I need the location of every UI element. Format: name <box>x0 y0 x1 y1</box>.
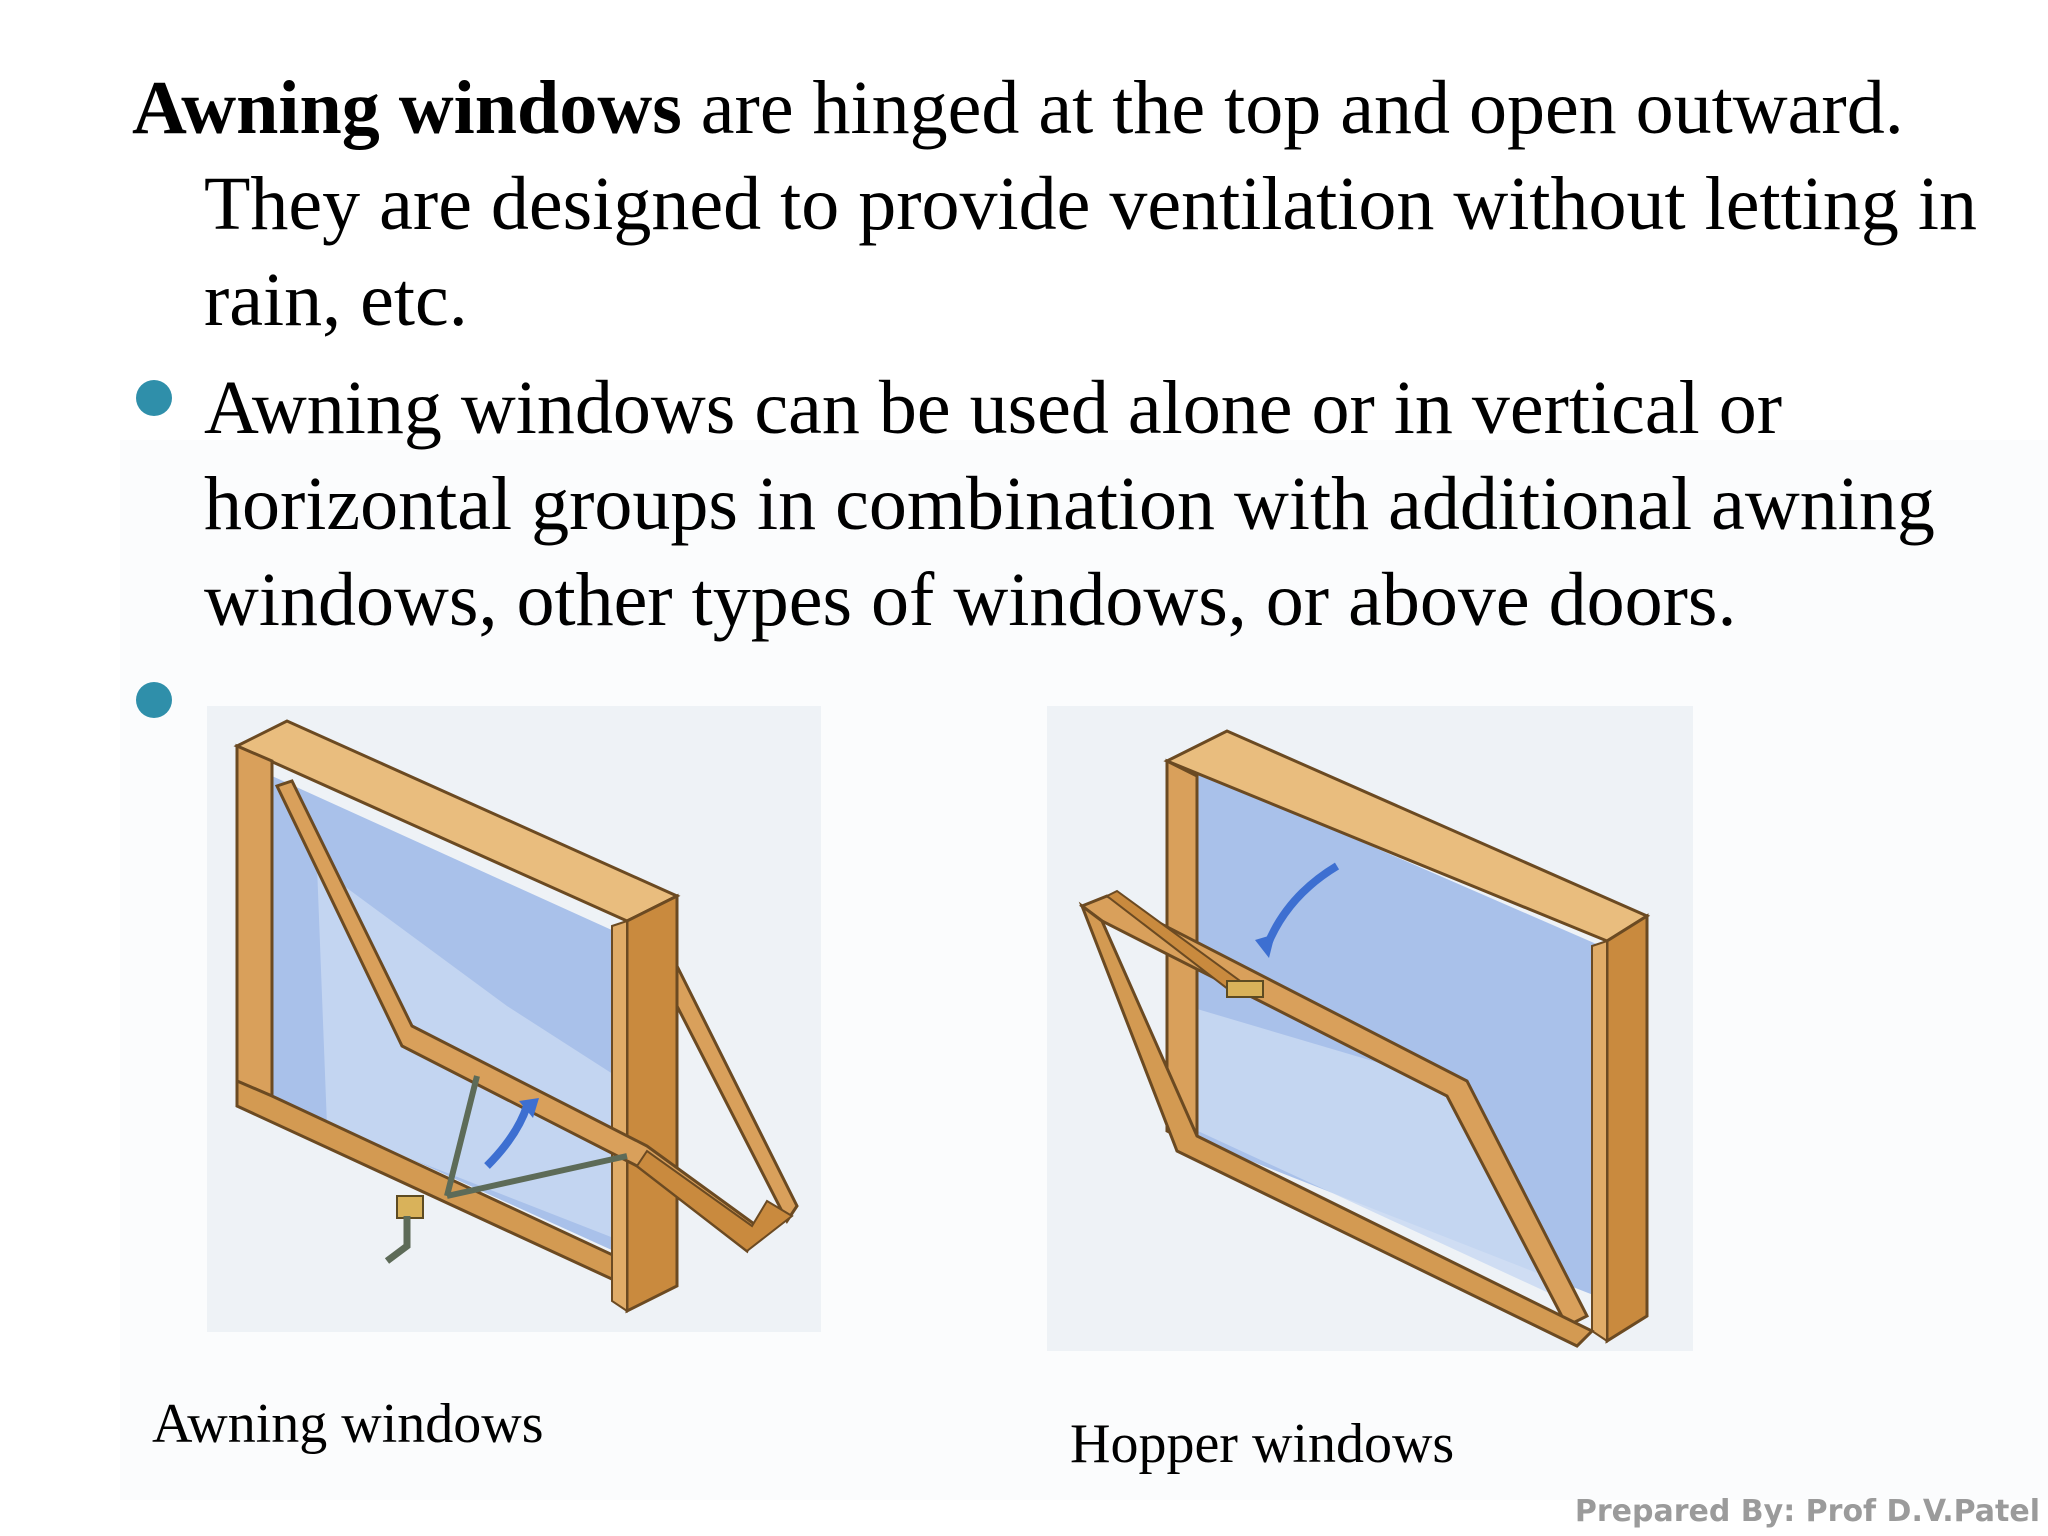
hopper-window-icon <box>1047 706 1693 1351</box>
intro-continuation: They are designed to provide ventilation without letting in rain, etc. <box>204 162 1977 342</box>
awning-window-icon <box>207 706 821 1332</box>
caption-awning-windows: Awning windows <box>152 1393 544 1455</box>
footer-credit: Prepared By: Prof D.V.Patel <box>1574 1494 2040 1529</box>
bullet-dot-icon <box>136 380 172 416</box>
intro-bold-term: Awning windows <box>132 66 682 150</box>
bullet-dot-icon <box>136 682 172 718</box>
intro-paragraph <box>132 60 2022 348</box>
caption-hopper-windows: Hopper windows <box>1070 1413 1455 1475</box>
hopper-window-illustration <box>1047 706 1693 1351</box>
bullet-text: Awning windows can be used alone or in vertical or horizontal groups in combination with additional awning windows, other types of windows, or above doors. <box>204 366 1935 642</box>
awning-window-illustration <box>207 706 821 1332</box>
intro-first-line: are hinged at the top and open outward. <box>681 66 1904 150</box>
